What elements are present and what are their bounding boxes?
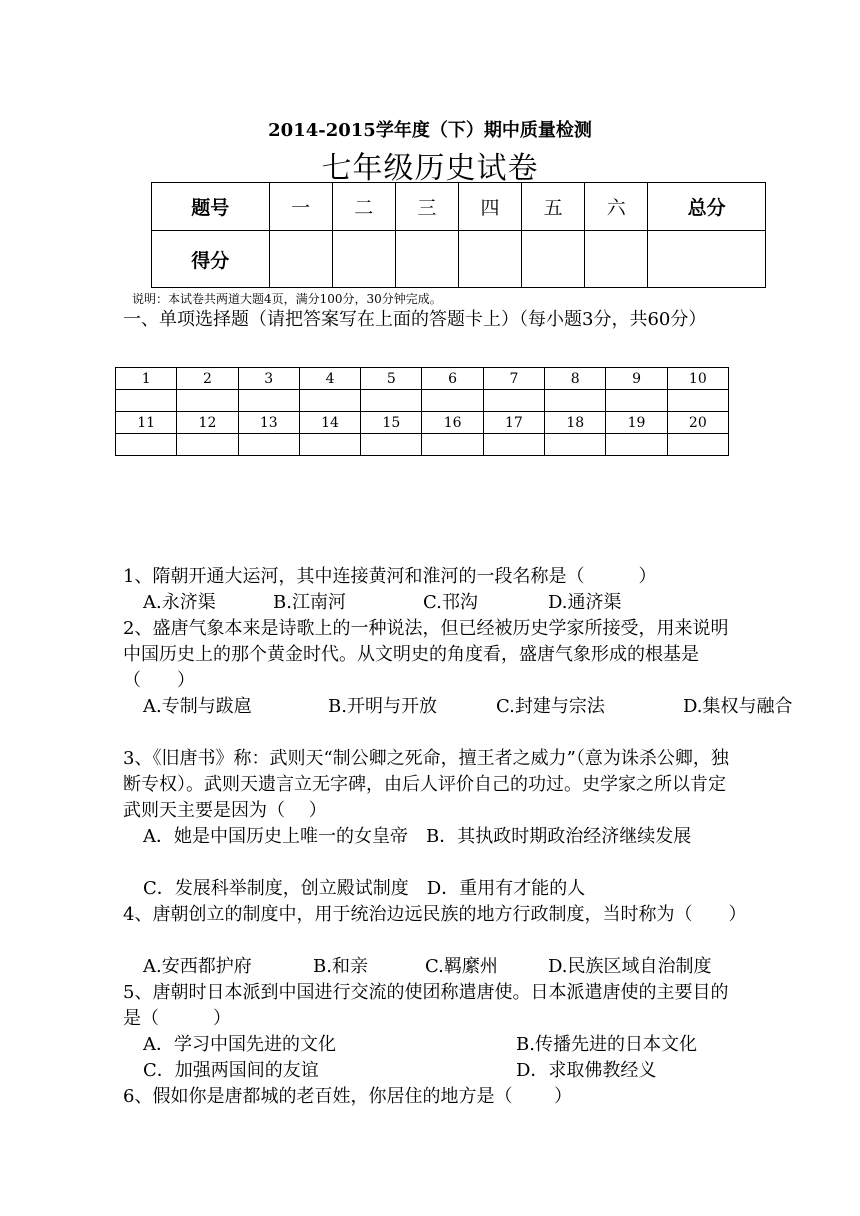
answer-cell[interactable] xyxy=(238,434,299,456)
answer-number: 20 xyxy=(667,412,728,434)
exam-title: 七年级历史试卷 xyxy=(321,151,539,186)
answer-cell[interactable] xyxy=(667,390,728,412)
answer-cell[interactable] xyxy=(177,390,238,412)
score-col-total: 总分 xyxy=(648,183,766,231)
answer-cell[interactable] xyxy=(361,434,422,456)
question-3-stem: 3、《旧唐书》称：武则天“制公卿之死命，擅王者之威力”（意为诛杀公卿，独断专权）。武则天遗言立无字碑，由后人评价自己的功过。史学家之所以肯定武则天主要是因为（ ） xyxy=(123,748,729,821)
score-cell[interactable] xyxy=(522,231,585,288)
answer-cell[interactable] xyxy=(238,390,299,412)
answer-number: 13 xyxy=(238,412,299,434)
score-col-5: 五 xyxy=(522,183,585,231)
answer-number: 8 xyxy=(545,368,606,390)
answer-number: 4 xyxy=(299,368,360,390)
option-c: C.羁縻州 xyxy=(425,956,498,977)
score-cell[interactable] xyxy=(395,231,458,288)
score-table-score-row xyxy=(152,231,766,288)
answer-cell[interactable] xyxy=(299,390,360,412)
question-3-options-cd: C．发展科举制度，创立殿试制度 D．重用有才能的人 xyxy=(143,878,586,899)
answer-cell[interactable] xyxy=(667,434,728,456)
answer-cell[interactable] xyxy=(483,390,544,412)
score-header-label: 题号 xyxy=(152,183,270,231)
answer-number: 6 xyxy=(422,368,483,390)
exam-subtitle: 2014-2015学年度（下）期中质量检测 xyxy=(268,120,592,141)
score-cell[interactable] xyxy=(648,231,766,288)
answer-number: 1 xyxy=(116,368,177,390)
option-a: A.安西都护府 xyxy=(143,956,252,977)
option-c: C.邗沟 xyxy=(423,592,478,613)
answer-number: 2 xyxy=(177,368,238,390)
score-col-4: 四 xyxy=(458,183,521,231)
score-cell[interactable] xyxy=(269,231,332,288)
score-table-header-row xyxy=(152,183,766,231)
score-col-6: 六 xyxy=(585,183,648,231)
answer-cell[interactable] xyxy=(177,434,238,456)
score-col-2: 二 xyxy=(332,183,395,231)
answer-cell[interactable] xyxy=(606,390,667,412)
answer-blank-row xyxy=(116,390,729,412)
answer-cell[interactable] xyxy=(361,390,422,412)
score-col-1: 一 xyxy=(269,183,332,231)
option-d: D.通济渠 xyxy=(548,592,622,613)
answer-number: 11 xyxy=(116,412,177,434)
question-5-options-cd xyxy=(123,1058,738,1084)
answer-number: 10 xyxy=(667,368,728,390)
section-heading: 一、单项选择题（请把答案写在上面的答题卡上）（每小题3分，共60分） xyxy=(123,309,707,330)
score-table xyxy=(151,182,766,288)
option-d: D.集权与融合 xyxy=(683,696,793,717)
answer-number-row xyxy=(116,412,729,434)
answer-cell[interactable] xyxy=(299,434,360,456)
question-2-stem: 2、盛唐气象本来是诗歌上的一种说法，但已经被历史学家所接受，用来说明中国历史上的那个黄金时代。从文明史的角度看，盛唐气象形成的根基是（ ） xyxy=(123,618,729,691)
score-cell[interactable] xyxy=(585,231,648,288)
question-4-options xyxy=(123,954,738,980)
answer-number: 14 xyxy=(299,412,360,434)
question-2-options xyxy=(123,694,793,720)
answer-number: 5 xyxy=(361,368,422,390)
answer-blank-row xyxy=(116,434,729,456)
answer-cell[interactable] xyxy=(422,390,483,412)
option-d: D．求取佛教经义 xyxy=(516,1060,657,1081)
answer-cell[interactable] xyxy=(116,434,177,456)
score-cell[interactable] xyxy=(458,231,521,288)
option-b: B.江南河 xyxy=(273,592,346,613)
option-b: B.开明与开放 xyxy=(328,696,437,717)
question-3-options-ab: A．她是中国历史上唯一的女皇帝 B．其执政时期政治经济继续发展 xyxy=(143,826,692,847)
question-1-stem: 1、隋朝开通大运河，其中连接黄河和淮河的一段名称是（ ） xyxy=(123,566,657,587)
answer-cell[interactable] xyxy=(545,434,606,456)
score-row-label: 得分 xyxy=(152,231,270,288)
answer-number: 19 xyxy=(606,412,667,434)
option-a: A.永济渠 xyxy=(143,592,216,613)
answer-number: 3 xyxy=(238,368,299,390)
question-5-stem: 5、唐朝时日本派到中国进行交流的使团称遣唐使。日本派遣唐使的主要目的是（ ） xyxy=(123,982,729,1029)
answer-number: 7 xyxy=(483,368,544,390)
question-4-stem: 4、唐朝创立的制度中，用于统治边远民族的地方行政制度，当时称为（ ） xyxy=(123,904,747,925)
answer-number: 12 xyxy=(177,412,238,434)
option-a: A.专制与跋扈 xyxy=(143,696,252,717)
answer-sheet xyxy=(115,367,729,456)
score-col-3: 三 xyxy=(395,183,458,231)
answer-number: 17 xyxy=(483,412,544,434)
option-d: D.民族区域自治制度 xyxy=(548,956,712,977)
score-cell[interactable] xyxy=(332,231,395,288)
question-5-options-ab xyxy=(123,1032,738,1058)
answer-cell[interactable] xyxy=(116,390,177,412)
exam-note: 说明：本试卷共两道大题4页，满分100分，30分钟完成。 xyxy=(132,292,442,306)
answer-number: 15 xyxy=(361,412,422,434)
option-a: A．学习中国先进的文化 xyxy=(143,1034,336,1055)
option-b: B.和亲 xyxy=(313,956,368,977)
question-1-options xyxy=(123,590,738,616)
answer-number: 18 xyxy=(545,412,606,434)
option-c: C．加强两国间的友谊 xyxy=(143,1060,319,1081)
answer-number: 16 xyxy=(422,412,483,434)
answer-cell[interactable] xyxy=(483,434,544,456)
answer-cell[interactable] xyxy=(606,434,667,456)
answer-cell[interactable] xyxy=(422,434,483,456)
option-c: C.封建与宗法 xyxy=(496,696,605,717)
answer-number: 9 xyxy=(606,368,667,390)
answer-cell[interactable] xyxy=(545,390,606,412)
question-6-stem: 6、假如你是唐都城的老百姓，你居住的地方是（ ） xyxy=(123,1086,573,1107)
answer-number-row xyxy=(116,368,729,390)
option-b: B.传播先进的日本文化 xyxy=(516,1034,697,1055)
